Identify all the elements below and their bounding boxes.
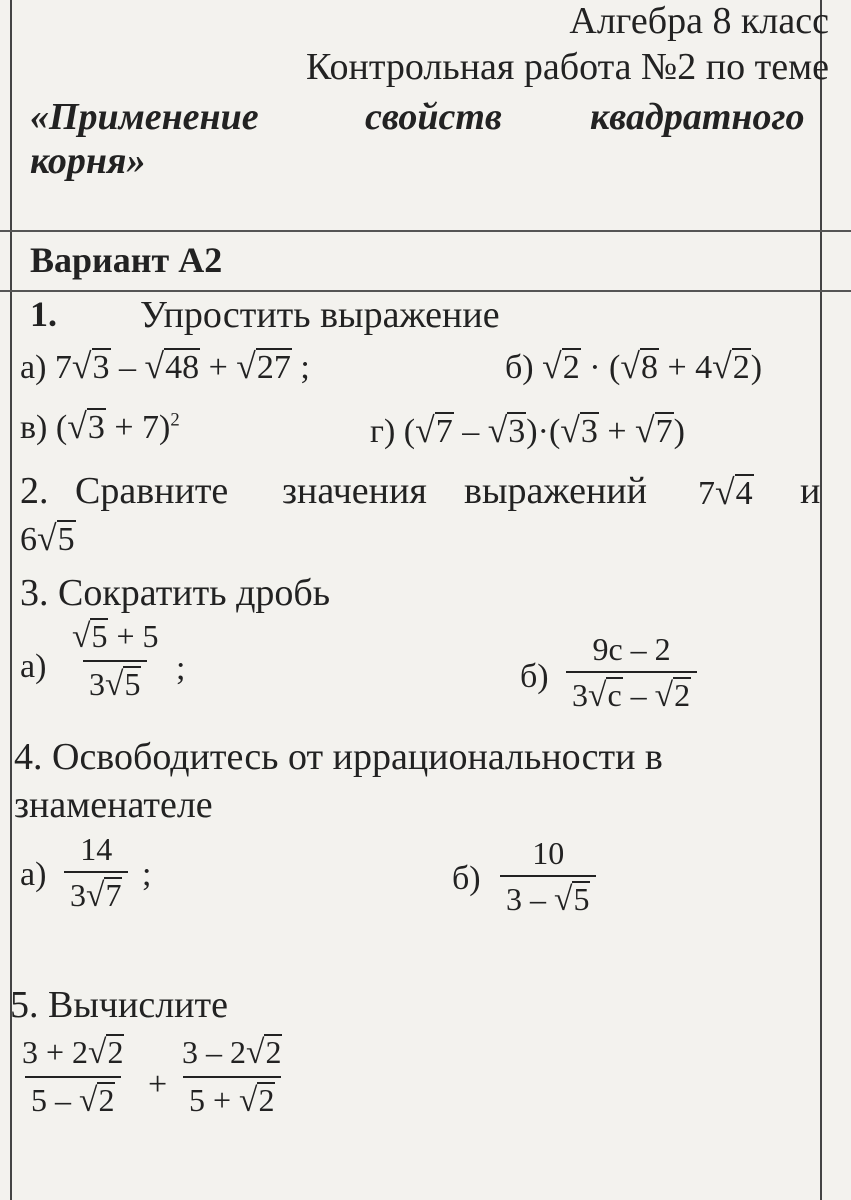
task3-title: 3. Сократить дробь: [20, 572, 331, 614]
task2-word-expressions: выражений: [464, 470, 647, 512]
task2-word-compare: Сравните: [75, 470, 229, 512]
task3-a-fraction: $\frac{√5 + 5}{3√5}$: [72, 618, 159, 703]
task2-number: 2.: [20, 470, 49, 512]
task4-a-end: ;: [142, 856, 152, 893]
divider-variant: [0, 290, 851, 292]
topic-word-2: свойств: [365, 96, 502, 138]
divider-top: [0, 230, 851, 232]
task4-a-fraction: $\frac{14}{3√7}$: [64, 832, 128, 915]
task5-fraction-2: $\frac{3 - 2√2}{5 + √2}$: [182, 1034, 282, 1119]
task4-b-label: б): [452, 860, 481, 897]
task3-a-end: ;: [176, 650, 186, 687]
task4-a-label: а): [20, 856, 47, 893]
task4-b-fraction: $\frac{10}{3 - √5}$: [500, 836, 596, 919]
task1-number: 1.: [30, 294, 57, 334]
task1-v: в) $(√3 + 7)^2$: [20, 406, 180, 446]
task2-and: и: [800, 470, 821, 512]
topic-word-4: корня»: [30, 140, 146, 182]
task1-a: а) 7√3 – √48 + √27 ;: [20, 346, 310, 386]
task1-b: б) √2 · (√8 + 4√2): [505, 346, 763, 386]
task3-b-fraction: $\frac{9c - 2}{3√c - √2}$: [566, 632, 697, 715]
variant-title: Вариант А2: [30, 240, 223, 280]
header-test-title: Контрольная работа №2 по теме: [306, 46, 829, 88]
task5-fraction-1: $\frac{3 + 2√2}{5 - √2}$: [22, 1034, 124, 1119]
task4-title-line2: знаменателе: [14, 784, 213, 826]
right-border: [820, 0, 822, 1200]
task2-word-values: значения: [282, 470, 427, 512]
header-subject: Алгебра 8 класс: [569, 0, 829, 42]
task3-b-label: б): [520, 658, 549, 695]
task2-expr2: 6√5: [20, 518, 75, 558]
task2-expr1: 7√4: [698, 472, 753, 512]
task1-title: Упростить выражение: [140, 294, 500, 336]
task5-plus: +: [148, 1066, 168, 1103]
task5-title: 5. Вычислите: [10, 984, 228, 1026]
task3-a-label: а): [20, 648, 47, 685]
task4-title-line1: 4. Освободитесь от иррациональности в: [14, 736, 663, 778]
topic-word-1: «Применение: [30, 96, 259, 138]
task1-g: г) (√7 – √3)·(√3 + √7): [370, 410, 685, 450]
topic-word-3: квадратного: [590, 96, 805, 138]
